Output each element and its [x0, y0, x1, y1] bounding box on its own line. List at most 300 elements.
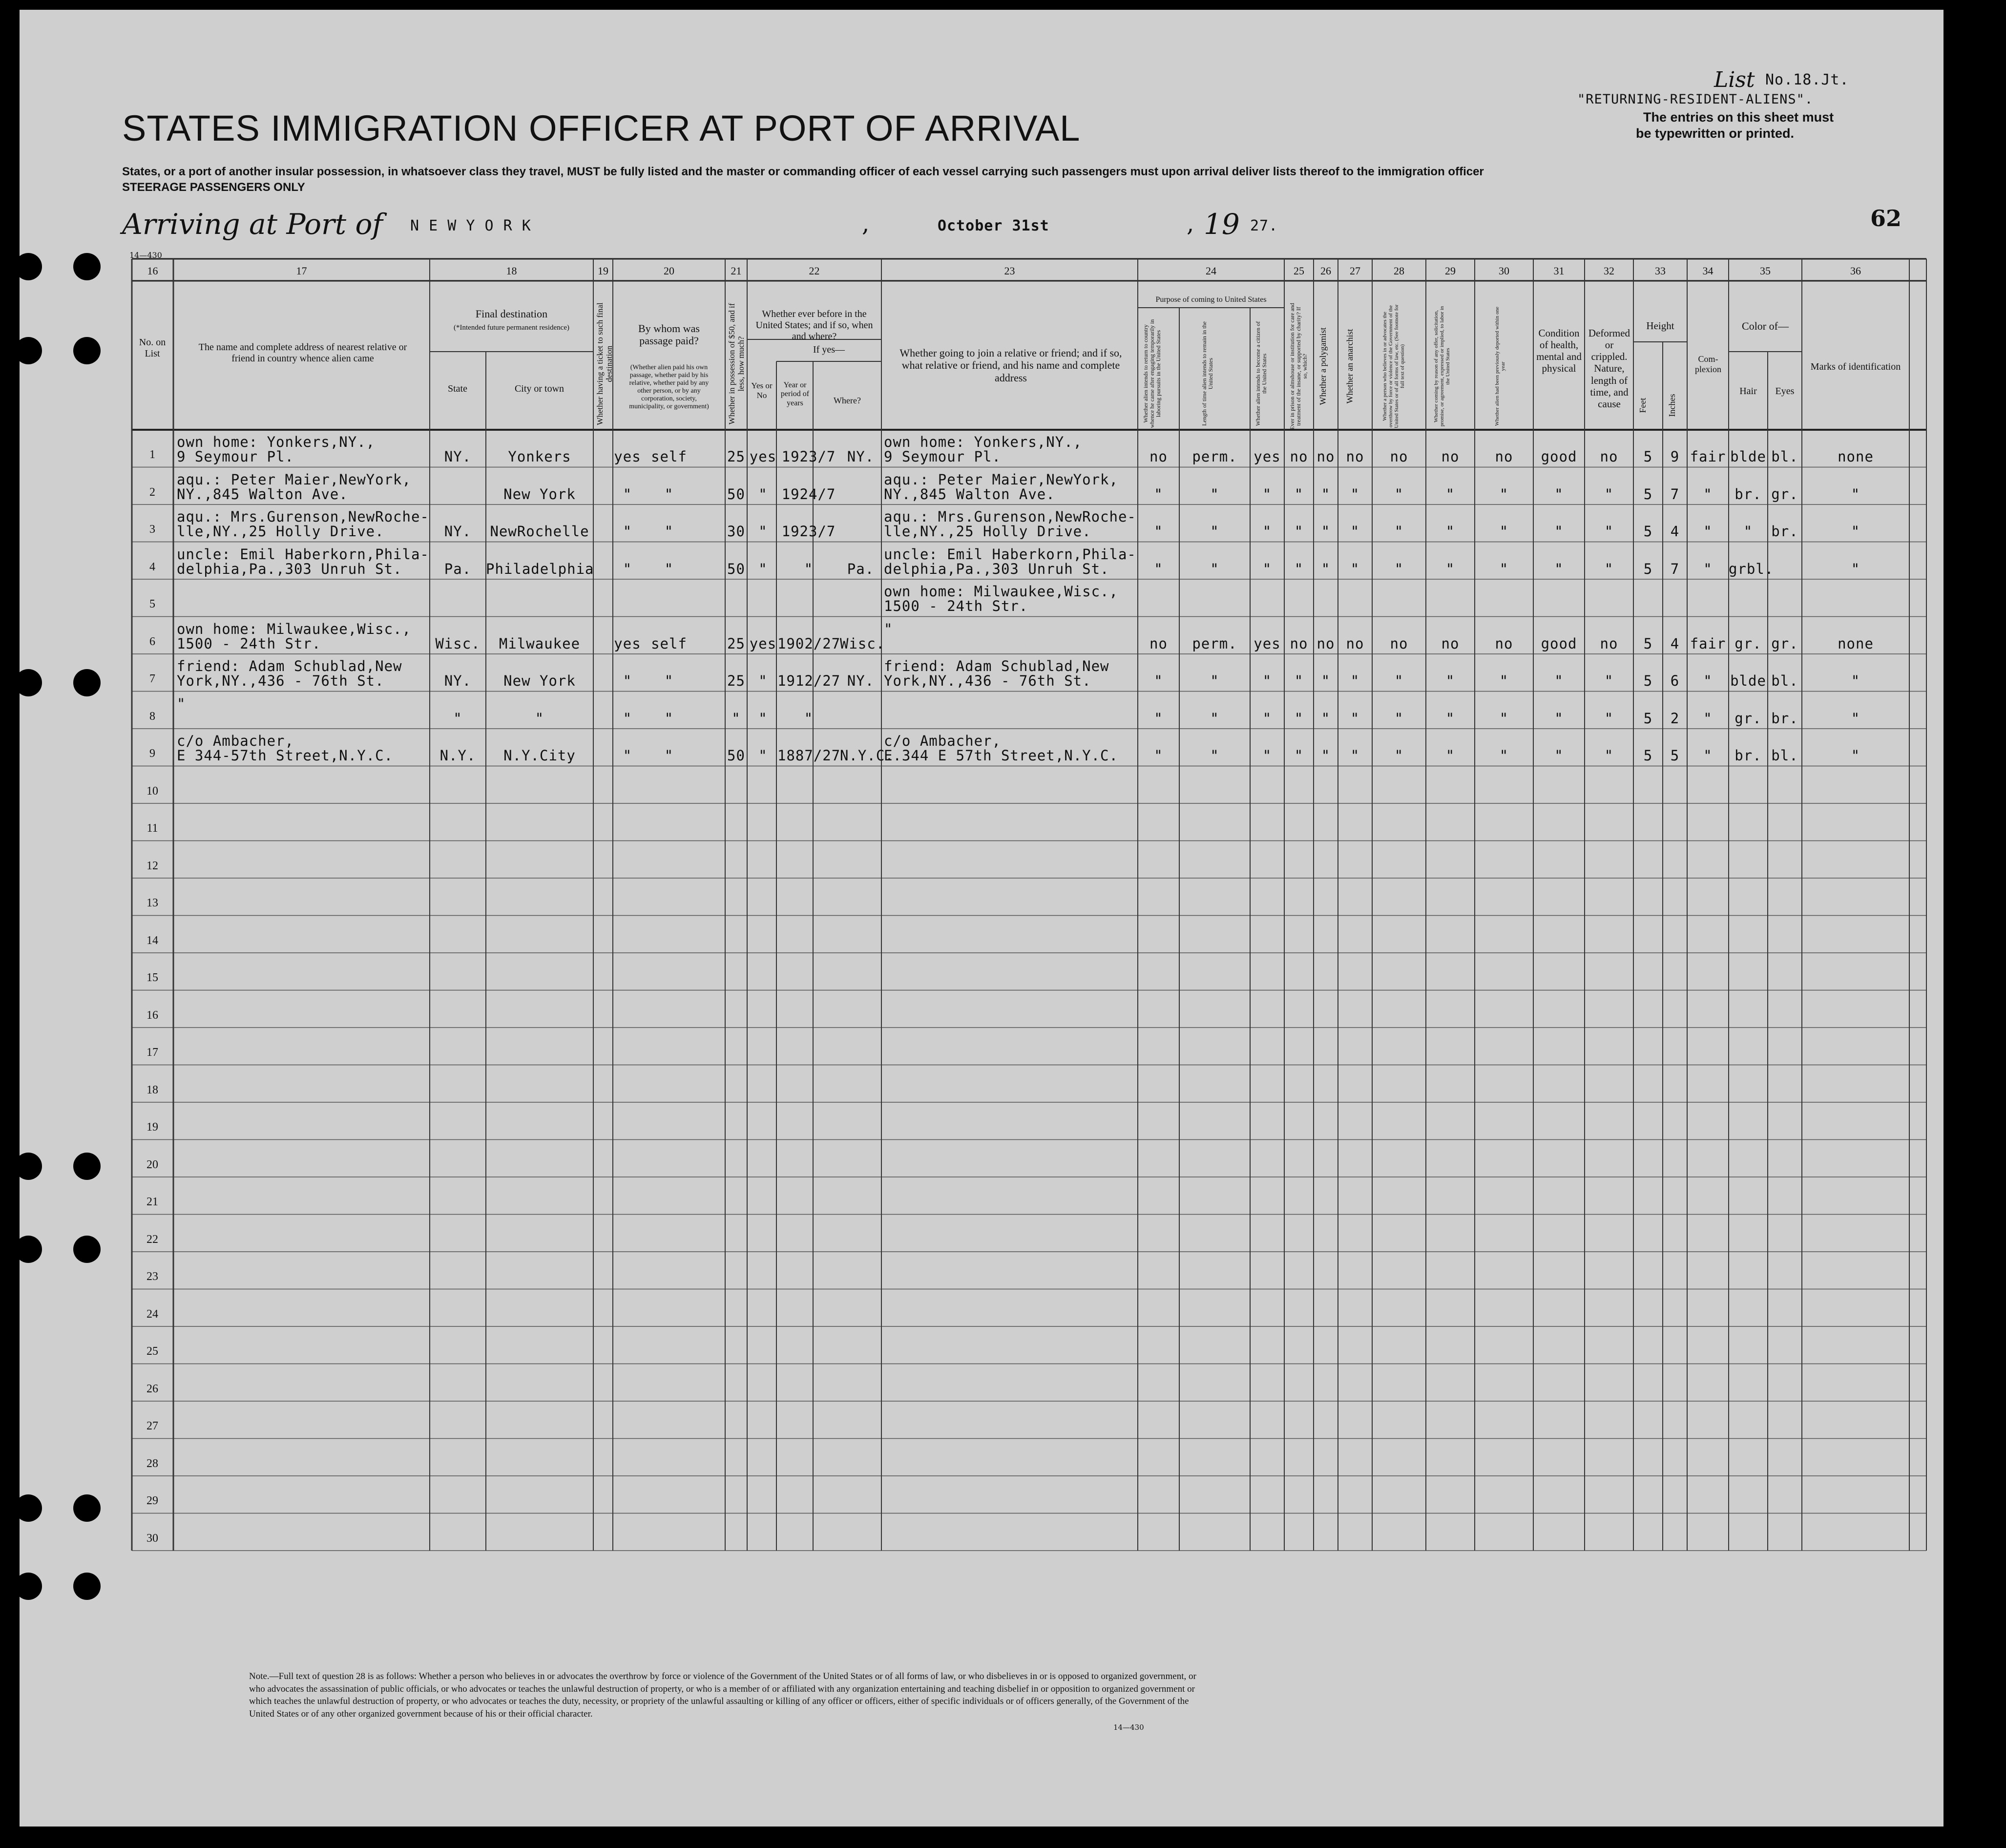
- arrival-date: October 31st: [938, 217, 1049, 234]
- previously-deported: ": [1499, 747, 1509, 764]
- year-period: ": [804, 560, 814, 577]
- hair-color: gr.: [1734, 710, 1762, 727]
- labor-offer: ": [1445, 747, 1455, 764]
- polygamist: ": [1321, 485, 1331, 503]
- row-number: 28: [146, 1457, 158, 1470]
- height-inches: 9: [1670, 448, 1680, 465]
- join-relative-line-2: 9 Seymour Pl.: [884, 448, 1001, 465]
- relative-address-line-1: uncle: Emil Haberkorn,Phila-: [177, 546, 429, 563]
- hair-color: gr.: [1734, 635, 1762, 652]
- eye-color: br.: [1771, 710, 1798, 727]
- money-amount: 25: [727, 448, 745, 465]
- health-condition: ": [1554, 672, 1564, 689]
- height-inches: 7: [1670, 560, 1680, 577]
- column-header: (Whether alien paid his own passage, whether paid by his relative, whether paid by any other person, or by any corporation, society, municipality, or government): [629, 364, 709, 411]
- money-amount: 50: [727, 485, 745, 503]
- intends-citizen: ": [1262, 747, 1272, 764]
- manifest-sheet: [20, 10, 1943, 1827]
- column-header: Marks of identification: [1810, 361, 1901, 372]
- eye-color: gr.: [1771, 485, 1798, 503]
- relative-address-line-1: aqu.: Peter Maier,NewYork,: [177, 471, 411, 488]
- eye-color: bl.: [1771, 448, 1798, 465]
- column-number: 36: [1850, 265, 1861, 277]
- deformed-crippled: ": [1604, 523, 1614, 540]
- ever-before-us: ": [758, 560, 768, 577]
- prison-almshouse: ": [1294, 672, 1304, 689]
- relative-address-line-1: friend: Adam Schublad,New: [177, 658, 402, 674]
- anarchist: ": [1350, 747, 1360, 764]
- final-city: New York: [503, 485, 576, 503]
- health-condition: good: [1541, 635, 1577, 652]
- join-relative-line-1: ": [884, 620, 893, 637]
- row-number: 21: [146, 1196, 158, 1208]
- money-amount: 25: [727, 672, 745, 689]
- relative-address-line-1: ": [177, 695, 186, 712]
- hair-color: grbl.: [1729, 560, 1774, 577]
- column-header: (*Intended future permanent residence): [454, 324, 569, 332]
- ever-before-us: ": [758, 710, 768, 727]
- anarchist: ": [1350, 523, 1360, 540]
- identification-marks: ": [1851, 485, 1860, 503]
- intends-citizen: ": [1262, 672, 1272, 689]
- hair-color: blde: [1730, 448, 1766, 465]
- join-relative-line-2: NY.,845 Walton Ave.: [884, 485, 1055, 503]
- final-state: NY.: [444, 523, 472, 540]
- ever-before-us: ": [758, 747, 768, 764]
- row-number: 18: [146, 1083, 158, 1096]
- year-period: 1924/7: [781, 485, 836, 503]
- intends-return: ": [1154, 485, 1163, 503]
- passage-paid-by: self: [651, 635, 687, 652]
- identification-marks: ": [1851, 560, 1860, 577]
- row-number: 13: [146, 897, 158, 909]
- health-condition: good: [1541, 448, 1577, 465]
- prison-almshouse: ": [1294, 485, 1304, 503]
- row-number: 12: [146, 859, 158, 872]
- port-name: N E W Y O R K: [410, 217, 531, 234]
- column-number: 26: [1320, 265, 1331, 277]
- height-inches: 6: [1670, 672, 1680, 689]
- anarchist: ": [1350, 560, 1360, 577]
- column-header: Eyes: [1775, 386, 1795, 397]
- final-state: Pa.: [444, 560, 472, 577]
- intends-citizen: yes: [1254, 635, 1281, 652]
- column-header: Whether having a ticket to such final destination: [595, 302, 614, 425]
- labor-offer: ": [1445, 672, 1455, 689]
- row-number: 5: [149, 598, 155, 610]
- column-number: 32: [1604, 265, 1614, 277]
- row-number: 25: [146, 1345, 158, 1358]
- length-of-stay: ": [1210, 747, 1219, 764]
- anarchist: ": [1350, 485, 1360, 503]
- labor-offer: ": [1445, 485, 1455, 503]
- column-header: Yes or No: [751, 381, 773, 400]
- height-inches: 7: [1670, 485, 1680, 503]
- labor-offer: ": [1445, 710, 1455, 727]
- column-number: 30: [1499, 265, 1509, 277]
- column-header: Height: [1646, 320, 1674, 332]
- row-number: 17: [146, 1046, 158, 1059]
- page-subtitle: States, or a port of another insular possession, in whatsoever class they travel, MUST be fully listed and the master or commanding officer of each vessel carrying such passengers must upon arrival deliver lists thereof to the immigration officer: [122, 165, 1484, 178]
- intends-citizen: ": [1262, 523, 1272, 540]
- relative-address-line-2: delphia,Pa.,303 Unruh St.: [177, 560, 402, 577]
- column-header: Whether alien intends to return to country whence he came after engaging temporarily in laboring pursuits in the United States: [1142, 319, 1162, 428]
- column-header: Hair: [1739, 386, 1757, 397]
- column-number: 18: [506, 265, 517, 277]
- page-title: STATES IMMIGRATION OFFICER AT PORT OF ARRIVAL: [122, 108, 1081, 148]
- relative-address-line-1: own home: Milwaukee,Wisc.,: [177, 620, 411, 637]
- complexion: ": [1703, 485, 1713, 503]
- year-suffix: 27.: [1250, 217, 1278, 234]
- column-header: Purpose of coming to United States: [1155, 295, 1267, 304]
- intends-return: ": [1154, 710, 1163, 727]
- column-number: 35: [1760, 265, 1771, 277]
- prison-almshouse: ": [1294, 747, 1304, 764]
- row-number: 24: [146, 1307, 158, 1321]
- column-header: No. on List: [139, 337, 166, 359]
- year-period: 1923/7: [781, 523, 836, 540]
- complexion: fair: [1690, 635, 1726, 652]
- prison-almshouse: no: [1290, 635, 1308, 652]
- money-amount: 30: [727, 523, 745, 540]
- where-before: Pa.: [847, 560, 875, 577]
- join-relative-line-1: own home: Milwaukee,Wisc.,: [884, 583, 1118, 600]
- row-number: 29: [146, 1494, 158, 1507]
- polygamist: no: [1316, 448, 1335, 465]
- complexion: ": [1703, 560, 1713, 577]
- identification-marks: none: [1838, 448, 1874, 465]
- column-number: 21: [731, 265, 742, 277]
- prison-almshouse: ": [1294, 523, 1304, 540]
- column-header: Whether a polygamist: [1318, 327, 1328, 405]
- has-ticket: ": [623, 485, 632, 503]
- column-number: 22: [809, 265, 820, 277]
- question-28: ": [1394, 710, 1404, 727]
- money-amount: 50: [727, 560, 745, 577]
- column-header: Com-plexion: [1695, 354, 1721, 374]
- height-inches: 5: [1670, 747, 1680, 764]
- passage-paid-by: ": [664, 523, 674, 540]
- height-feet: 5: [1643, 523, 1653, 540]
- has-ticket: ": [623, 672, 632, 689]
- intends-return: ": [1154, 560, 1163, 577]
- height-feet: 5: [1643, 710, 1653, 727]
- row-number: 20: [146, 1158, 158, 1171]
- labor-offer: ": [1445, 560, 1455, 577]
- complexion: ": [1703, 710, 1713, 727]
- where-before: NY.: [847, 448, 875, 465]
- column-header: Deformed or crippled. Nature, length of time, and cause: [1588, 327, 1630, 410]
- arriving-label: Arriving at Port of: [122, 208, 383, 241]
- column-header: Condition of health, mental and physical: [1536, 327, 1582, 375]
- intends-return: ": [1154, 747, 1163, 764]
- final-city: Yonkers: [508, 448, 571, 465]
- year-period: 1902/27: [777, 635, 841, 652]
- relative-address-line-1: c/o Ambacher,: [177, 733, 294, 749]
- health-condition: ": [1554, 485, 1564, 503]
- join-relative-line-2: 1500 - 24th Str.: [884, 598, 1028, 614]
- column-number: 29: [1445, 265, 1456, 277]
- relative-address-line-1: aqu.: Mrs.Gurenson,NewRoche-: [177, 508, 429, 525]
- page-number: 62: [1870, 205, 1902, 231]
- complexion: ": [1703, 672, 1713, 689]
- row-number: 8: [149, 710, 155, 723]
- passage-paid-by: ": [664, 672, 674, 689]
- column-header: Color of—: [1742, 320, 1789, 332]
- column-number: 25: [1294, 265, 1304, 277]
- column-number: 20: [664, 265, 674, 277]
- hair-color: ": [1743, 523, 1753, 540]
- column-header: City or town: [514, 383, 564, 394]
- intends-citizen: yes: [1254, 448, 1281, 465]
- column-header: Length of time alien intends to remain in the United States: [1201, 321, 1214, 426]
- labor-offer: no: [1441, 635, 1460, 652]
- complexion: ": [1703, 523, 1713, 540]
- height-inches: 4: [1670, 523, 1680, 540]
- length-of-stay: perm.: [1192, 448, 1237, 465]
- join-relative-line-2: lle,NY.,25 Holly Drive.: [884, 523, 1091, 540]
- deformed-crippled: no: [1600, 448, 1618, 465]
- hair-color: blde: [1730, 672, 1766, 689]
- column-number: 34: [1702, 265, 1713, 277]
- column-header: Whether ever before in the United States; and if so, when and where?: [755, 309, 873, 342]
- height-feet: 5: [1643, 747, 1653, 764]
- has-ticket: yes: [614, 448, 641, 465]
- passage-paid-by: ": [664, 747, 674, 764]
- health-condition: ": [1554, 710, 1564, 727]
- money-amount: ": [731, 710, 741, 727]
- height-feet: 5: [1643, 485, 1653, 503]
- row-number: 30: [146, 1532, 158, 1545]
- anarchist: ": [1350, 672, 1360, 689]
- question-28: ": [1394, 560, 1404, 577]
- has-ticket: ": [623, 710, 632, 727]
- final-state: NY.: [444, 672, 472, 689]
- row-number: 3: [149, 523, 155, 536]
- join-relative-line-1: uncle: Emil Haberkorn,Phila-: [884, 546, 1136, 563]
- height-inches: 2: [1670, 710, 1680, 727]
- row-number: 22: [146, 1233, 158, 1246]
- height-feet: 5: [1643, 560, 1653, 577]
- form-code: 14—430: [129, 251, 162, 260]
- footnote-code: 14—430: [1113, 1723, 1144, 1732]
- column-header: Whether alien intends to become a citizen of the United States: [1254, 321, 1268, 426]
- relative-address-line-2: 9 Seymour Pl.: [177, 448, 294, 465]
- identification-marks: ": [1851, 747, 1860, 764]
- deformed-crippled: ": [1604, 485, 1614, 503]
- polygamist: ": [1321, 747, 1331, 764]
- column-header: Whether coming by reason of any offer, solicitation, promise, or agreement, expressed or implied, to labor in the United States: [1433, 306, 1451, 427]
- anarchist: ": [1350, 710, 1360, 727]
- relative-address-line-2: NY.,845 Walton Ave.: [177, 485, 348, 503]
- height-feet: 5: [1643, 672, 1653, 689]
- column-header: Inches: [1667, 394, 1677, 417]
- where-before: Wisc.: [840, 635, 885, 652]
- question-28: ": [1394, 523, 1404, 540]
- deformed-crippled: ": [1604, 672, 1614, 689]
- ever-before-us: ": [758, 485, 768, 503]
- steerage-label: STEERAGE PASSENGERS ONLY: [122, 181, 305, 194]
- length-of-stay: ": [1210, 710, 1219, 727]
- length-of-stay: ": [1210, 523, 1219, 540]
- column-number: 27: [1350, 265, 1360, 277]
- money-amount: 50: [727, 747, 745, 764]
- join-relative-line-1: friend: Adam Schublad,New: [884, 658, 1109, 674]
- prison-almshouse: ": [1294, 560, 1304, 577]
- relative-address-line-1: own home: Yonkers,NY.,: [177, 434, 376, 450]
- year-period: 1923/7: [781, 448, 836, 465]
- polygamist: ": [1321, 523, 1331, 540]
- row-number: 11: [146, 822, 158, 835]
- previously-deported: no: [1495, 448, 1513, 465]
- previously-deported: ": [1499, 672, 1509, 689]
- column-header: State: [448, 383, 467, 394]
- row-number: 27: [146, 1420, 158, 1432]
- entries-note-line-1: The entries on this sheet must: [1643, 110, 1834, 125]
- passage-paid-by: self: [651, 448, 687, 465]
- has-ticket: ": [623, 523, 632, 540]
- footnote: Note.—Full text of question 28 is as follows: Whether a person who believes in or advocates the overthrow by force or violence of the Government of the United States or of all forms of law, or who disbelieves in or is opposed to organized government, or who advocates the assassination of public officials, or who advocates or teaches the unlawful destruction of property, or who is a member of or affiliated with any organization entertaining and teaching disbelief in or opposition to organized government or which teaches the unlawful destruction of property, or who advocates or teaches the duty, necessity, or propriety of the unlawful assaulting or killing of any officer or officers, either of specific individuals or of officers generally, of the Government of the United States or of any other organized government because of his or their official character.: [249, 1671, 1196, 1719]
- column-number: 17: [296, 265, 307, 277]
- column-header: Year or period of years: [780, 381, 810, 407]
- polygamist: no: [1316, 635, 1335, 652]
- labor-offer: no: [1441, 448, 1460, 465]
- column-header: Final destination: [475, 308, 548, 320]
- previously-deported: ": [1499, 710, 1509, 727]
- ever-before-us: yes: [749, 635, 777, 652]
- row-number: 26: [146, 1382, 158, 1395]
- previously-deported: no: [1495, 635, 1513, 652]
- length-of-stay: perm.: [1192, 635, 1237, 652]
- relative-address-line-2: 1500 - 24th Str.: [177, 635, 321, 652]
- relative-address-line-2: E 344-57th Street,N.Y.C.: [177, 747, 394, 764]
- intends-citizen: ": [1262, 560, 1272, 577]
- join-relative-line-1: c/o Ambacher,: [884, 733, 1001, 749]
- anarchist: no: [1346, 635, 1364, 652]
- column-header: Whether an anarchist: [1345, 329, 1355, 404]
- deformed-crippled: ": [1604, 710, 1614, 727]
- final-state: N.Y.: [439, 747, 476, 764]
- column-number: 16: [147, 265, 158, 277]
- row-number: 19: [146, 1121, 158, 1134]
- question-28: no: [1390, 448, 1408, 465]
- passage-paid-by: ": [664, 710, 674, 727]
- prison-almshouse: ": [1294, 710, 1304, 727]
- identification-marks: none: [1838, 635, 1874, 652]
- ever-before-us: yes: [749, 448, 777, 465]
- deformed-crippled: no: [1600, 635, 1618, 652]
- height-feet: 5: [1643, 448, 1653, 465]
- identification-marks: ": [1851, 523, 1860, 540]
- list-label: List: [1714, 67, 1755, 92]
- column-number: 23: [1004, 265, 1015, 277]
- identification-marks: ": [1851, 672, 1860, 689]
- passage-paid-by: ": [664, 485, 674, 503]
- intends-return: no: [1149, 448, 1168, 465]
- deformed-crippled: ": [1604, 560, 1614, 577]
- intends-return: ": [1154, 523, 1163, 540]
- returning-resident-aliens: "RETURNING-RESIDENT-ALIENS".: [1577, 92, 1814, 107]
- column-number: 33: [1655, 265, 1666, 277]
- hair-color: br.: [1734, 485, 1762, 503]
- intends-return: no: [1149, 635, 1168, 652]
- question-28: no: [1390, 635, 1408, 652]
- join-relative-line-1: aqu.: Peter Maier,NewYork,: [884, 471, 1118, 488]
- column-header: Whether going to join a relative or friend; and if so, what relative or friend, and his name and complete address: [899, 347, 1122, 384]
- list-number: No.18.Jt.: [1765, 71, 1849, 88]
- money-amount: 25: [727, 635, 745, 652]
- year-period: ": [804, 710, 814, 727]
- where-before: NY.: [847, 672, 875, 689]
- row-number: 4: [149, 560, 155, 573]
- column-number: 28: [1394, 265, 1404, 277]
- row-number: 2: [149, 485, 155, 499]
- join-relative-line-2: delphia,Pa.,303 Unruh St.: [884, 560, 1109, 577]
- column-header: Whether alien had been previously deported within one year: [1494, 306, 1506, 426]
- comma: ,: [1187, 210, 1194, 237]
- final-state: ": [453, 710, 462, 727]
- question-28: ": [1394, 747, 1404, 764]
- row-number: 10: [146, 784, 158, 798]
- join-relative-line-2: York,NY.,436 - 76th St.: [884, 672, 1091, 689]
- identification-marks: ": [1851, 710, 1860, 727]
- has-ticket: ": [623, 747, 632, 764]
- final-city: Philadelphia: [486, 560, 594, 577]
- height-feet: 5: [1643, 635, 1653, 652]
- ever-before-us: ": [758, 523, 768, 540]
- has-ticket: ": [623, 560, 632, 577]
- column-header: By whom was passage paid?: [638, 322, 700, 347]
- relative-address-line-2: York,NY.,436 - 76th St.: [177, 672, 384, 689]
- hair-color: br.: [1734, 747, 1762, 764]
- previously-deported: ": [1499, 560, 1509, 577]
- polygamist: ": [1321, 560, 1331, 577]
- row-number: 1: [149, 448, 155, 461]
- join-relative-line-1: own home: Yonkers,NY.,: [884, 434, 1083, 450]
- join-relative-line-1: aqu.: Mrs.Gurenson,NewRoche-: [884, 508, 1136, 525]
- final-city: ": [535, 710, 544, 727]
- row-number: 7: [149, 672, 155, 685]
- health-condition: ": [1554, 747, 1564, 764]
- prison-almshouse: no: [1290, 448, 1308, 465]
- eye-color: gr.: [1771, 635, 1798, 652]
- column-header: If yes—: [813, 344, 845, 355]
- final-state: Wisc.: [435, 635, 481, 652]
- year-prefix: 19: [1204, 208, 1240, 241]
- column-header: Ever in prison or almshouse or institution for care and treatment of the insane, or supported by charity? If so, which?: [1289, 303, 1309, 430]
- year-period: 1912/27: [777, 672, 841, 689]
- entries-note-line-2: be typewritten or printed.: [1636, 126, 1795, 141]
- column-header: The name and complete address of nearest relative or friend in country whence alien came: [198, 342, 407, 364]
- eye-color: br.: [1771, 523, 1798, 540]
- question-28: ": [1394, 485, 1404, 503]
- comma: ,: [862, 210, 870, 237]
- row-number: 14: [146, 934, 158, 947]
- final-city: N.Y.City: [503, 747, 576, 764]
- previously-deported: ": [1499, 523, 1509, 540]
- column-header: Feet: [1638, 398, 1648, 413]
- complexion: ": [1703, 747, 1713, 764]
- final-city: New York: [503, 672, 576, 689]
- column-number: 24: [1206, 265, 1216, 277]
- column-header: Where?: [834, 396, 861, 405]
- labor-offer: ": [1445, 523, 1455, 540]
- row-number: 23: [146, 1270, 158, 1283]
- intends-citizen: ": [1262, 710, 1272, 727]
- health-condition: ": [1554, 560, 1564, 577]
- final-city: NewRochelle: [490, 523, 589, 540]
- row-number: 16: [146, 1008, 158, 1022]
